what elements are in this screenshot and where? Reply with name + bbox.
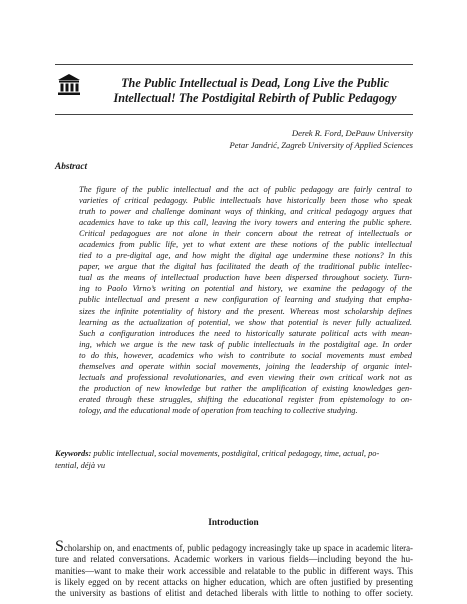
- keywords-text: public intellectual, social movements, postdigital, critical pedagogy, time, actual, po-: [93, 449, 380, 458]
- abstract-line: ing to Paolo Virno’s writing on potential and history, we examine the pedagogy of the: [79, 284, 412, 294]
- abstract-line: truth to power and challenge dominant ways of thinking, and critical pedagogy argues that: [79, 207, 412, 217]
- abstract-line: Such a configuration introduces the need to historically saturate political acts with mean-: [79, 328, 412, 338]
- abstract-line: lectuals and professional revolutionaries, and even viewing their own critical work not as: [79, 372, 412, 382]
- intro-line: manities—want to make their work accessible and relatable to the public in different ways. This: [55, 565, 413, 576]
- intro-line: [55, 538, 413, 555]
- abstract-line: sizes the infinite potentiality of history and the present. Whereas most scholarship defines: [79, 306, 412, 316]
- keywords-block: [55, 448, 413, 471]
- intro-line: ture and related conversations. Academic workers in various fields—including beyond the hu-: [55, 554, 413, 565]
- drop-cap: S: [55, 538, 64, 555]
- abstract-line: ing, which we argue is the new task of public intellectuals in the postdigital age. In order: [79, 339, 412, 349]
- title-line: Intellectual! The Postdigital Rebirth of Public Pedagogy: [113, 91, 397, 105]
- abstract-line: academics have to take up this call, leaving the ivory towers and entering the public sphere.: [79, 218, 412, 228]
- abstract-heading: Abstract: [55, 162, 88, 172]
- top-rule: [55, 64, 413, 65]
- abstract-line: learning as the actualization of potential, we show that potential is never fully actualized.: [79, 317, 412, 327]
- abstract-line: The figure of the public intellectual and the act of public pedagogy are fairly central to: [79, 185, 412, 194]
- introduction-body: [55, 538, 413, 599]
- abstract-line: themselves and operate within social movements, joining the leadership of organic intel-: [79, 361, 412, 371]
- abstract-line: public intellectual and present a new configuration of learning and studying that empha-: [79, 295, 412, 305]
- abstract-line: the production of new knowledge but rather the amplification of existing knowledges gen-: [79, 383, 412, 393]
- abstract-line: academics from public life, yet to what extent are these notions of the public intellectual: [79, 240, 412, 250]
- keywords-line: tential, déjà vu: [55, 460, 106, 470]
- abstract-line: tology, and the educational mode of operation from teaching to collective studying.: [79, 405, 358, 415]
- abstract-line: paper, we argue that the digital has facilitated the death of the traditional public intellec-: [79, 262, 412, 272]
- abstract-line: Critical pedagogues are not alone in their concern about the retreat of intellectuals or: [79, 229, 412, 239]
- abstract-line: tual as the means of intellectual production have been dispersed throughout society. Turn-: [79, 273, 412, 283]
- intro-line-text: cholarship on, and enactments of, public pedagogy increasingly take up space in academic litera-: [63, 543, 413, 553]
- keywords-label: Keywords:: [55, 449, 92, 458]
- title-line: The Public Intellectual is Dead, Long Live the Public: [121, 76, 389, 90]
- intro-line: the university as bastions of elitist and detached liberals with little to nothing to offer society.: [55, 588, 413, 599]
- title-bottom-rule: [55, 114, 413, 115]
- abstract-line: erated through these struggles, shifting the educational register from epistemology to on-: [79, 394, 412, 404]
- intro-line: is likely egged on by recent attacks on higher education, which are often justified by presenting: [55, 576, 413, 587]
- author-line: Derek R. Ford, DePauw University: [291, 128, 413, 138]
- paper-title: [96, 76, 414, 106]
- introduction-heading: Introduction: [208, 518, 259, 528]
- abstract-body: [79, 184, 412, 416]
- keywords-line: [55, 448, 413, 460]
- abstract-line: to do this, however, academics who wish to contribute to social movements must embed: [79, 350, 412, 360]
- abstract-line: varieties of critical pedagogy. Public intellectuals have historically been those who speak: [79, 196, 412, 206]
- author-line: Petar Jandrić, Zagreb University of Applied Sciences: [229, 140, 413, 150]
- institution-columns-icon: [57, 73, 81, 97]
- abstract-line: tied to a pre-digital age, and how might the digital age undermine these notions? In this: [79, 251, 412, 261]
